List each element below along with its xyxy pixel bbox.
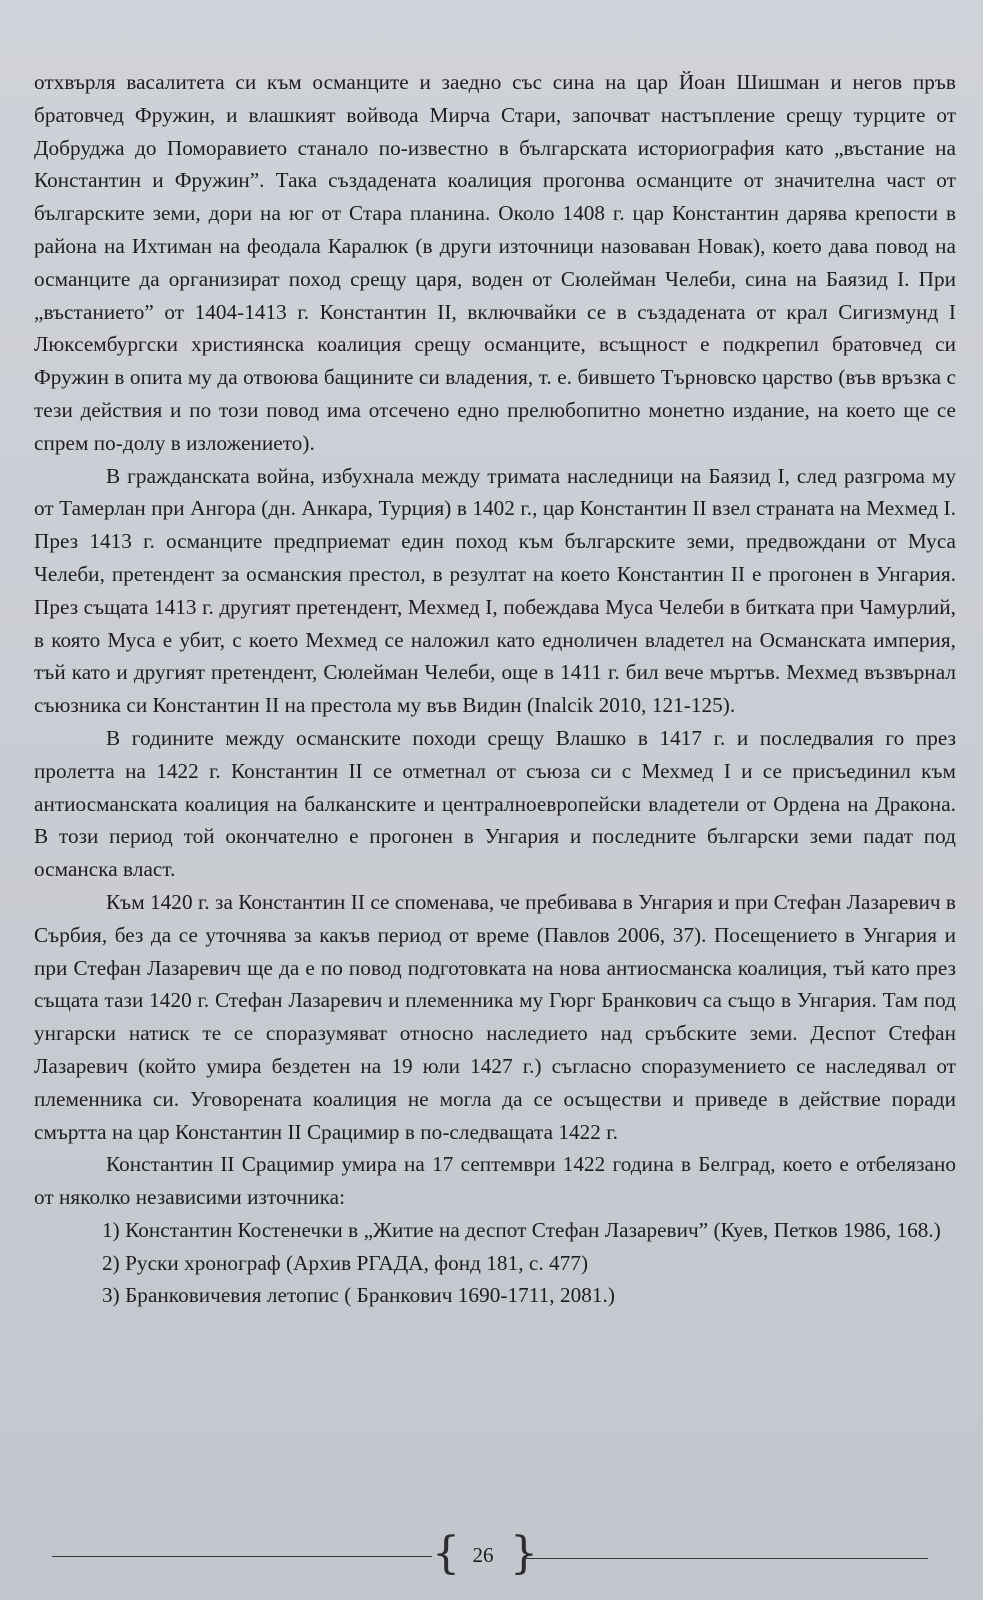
footer-bracket-left: { — [432, 1528, 460, 1579]
page-number: 26 — [472, 1543, 494, 1567]
footer-bracket-right: } — [510, 1528, 538, 1579]
paragraph-4: Към 1420 г. за Константин II се споменава, че пребивава в Унгария и при Стефан Лазаревич в Сърбия, без да се уточнява за какъв период от време (Павлов 2006, 37). Посещението в Унгария и при Стефан Лазаревич ще да е по повод подготовката на нова антиосманска коалиция, тъй като през същата тази 1420 г. Стефан Лазаревич и племенника му Гюрг Бранкович са също в Унгария. Там под унгарски натиск те се споразумяват относно наследието над сръбските земи. Деспот Стефан Лазаревич (който умира бездетен на 19 юли 1427 г.) съгласно споразумението се наследявал от племенника си. Уговорената коалиция не могла да се осъществи и приведе в действие поради смъртта на цар Константин II Срацимир в по-следващата 1422 г. — [34, 889, 956, 1144]
footer-rule-right — [522, 1558, 928, 1559]
paragraph-5: Константин II Срацимир умира на 17 септември 1422 година в Белград, което е отбелязано от няколко независими източника: — [34, 1152, 956, 1210]
paragraph-1: отхвърля васалитета си към османците и заедно със сина на цар Йоан Шишман и негов пръв братовчед Фружин, и влашкият войвода Мирча Стари, започват настъпление срещу турците от Добруджа до Поморавието станало по-известно в българската историография като „въстание на Константин и Фружин”. Така създадената коалиция прогонва османците от значителна част от българските земи, дори на юг от Стара планина. Около 1408 г. цар Константин дарява крепости в района на Ихтиман на феодала Каралюк (в други източници назоваван Новак), което дава повод на османците да организират поход срещу царя, воден от Сюлейман Челеби, сина на Баязид I. При „въстанието” от 1404-1413 г. Константин II, включвайки се в създадената от крал Сигизмунд I Люксембургски християнска коалиция срещу османците, всъщност е подкрепил братовчед си Фружин в опита му да отвоюва бащините си владения, т. е. бившето Търновско царство (във връзка с тези действия и по този повод има отсечено едно прелюбопитно монетно издание, на което ще се спрем по-долу в изложението). — [34, 70, 956, 455]
page-footer — [0, 1528, 983, 1579]
source-item-3: 3) Бранковичевия летопис ( Бранкович 1690-1711, 2081.) — [102, 1283, 615, 1308]
source-item-2: 2) Руски хронограф (Архив РГАДА, фонд 181, с. 477) — [102, 1250, 589, 1275]
body-text — [34, 66, 956, 1312]
paragraph-3: В годините между османските походи срещу Влашко в 1417 г. и последвалия го през пролетта на 1422 г. Константин II се отметнал от съюза си с Мехмед I и се присъединил към антиосманската коалиция на балканските и централноевропейски владетели от Ордена на Дракона. В този период той окончателно е прогонен в Унгария и последните български земи падат под османска власт. — [34, 725, 956, 882]
paragraph-2: В гражданската война, избухнала между тримата наследници на Баязид I, след разгрома му от Тамерлан при Ангора (дн. Анкара, Турция) в 1402 г., цар Константин II взел страната на Мехмед I. През 1413 г. османците предприемат един поход към българските земи, предвождани от Муса Челеби, претендент за османския престол, в резултат на което Константин II е прогонен в Унгария. През същата 1413 г. другият претендент, Мехмед I, побеждава Муса Челеби в битката при Чамурлий, в която Муса е убит, с което Мехмед се наложил като едноличен владетел на Османската империя, тъй като и другият претендент, Сюлейман Челеби, още в 1411 г. бил вече мъртъв. Мехмед възвърнал съюзника си Константин II на престола му във Видин (Inalcik 2010, 121-125). — [34, 463, 956, 718]
footer-rule-left — [52, 1556, 432, 1557]
source-item-1: 1) Константин Костенечки в „Житие на деспот Стефан Лазаревич” (Куев, Петков 1986, 168.) — [102, 1217, 941, 1242]
